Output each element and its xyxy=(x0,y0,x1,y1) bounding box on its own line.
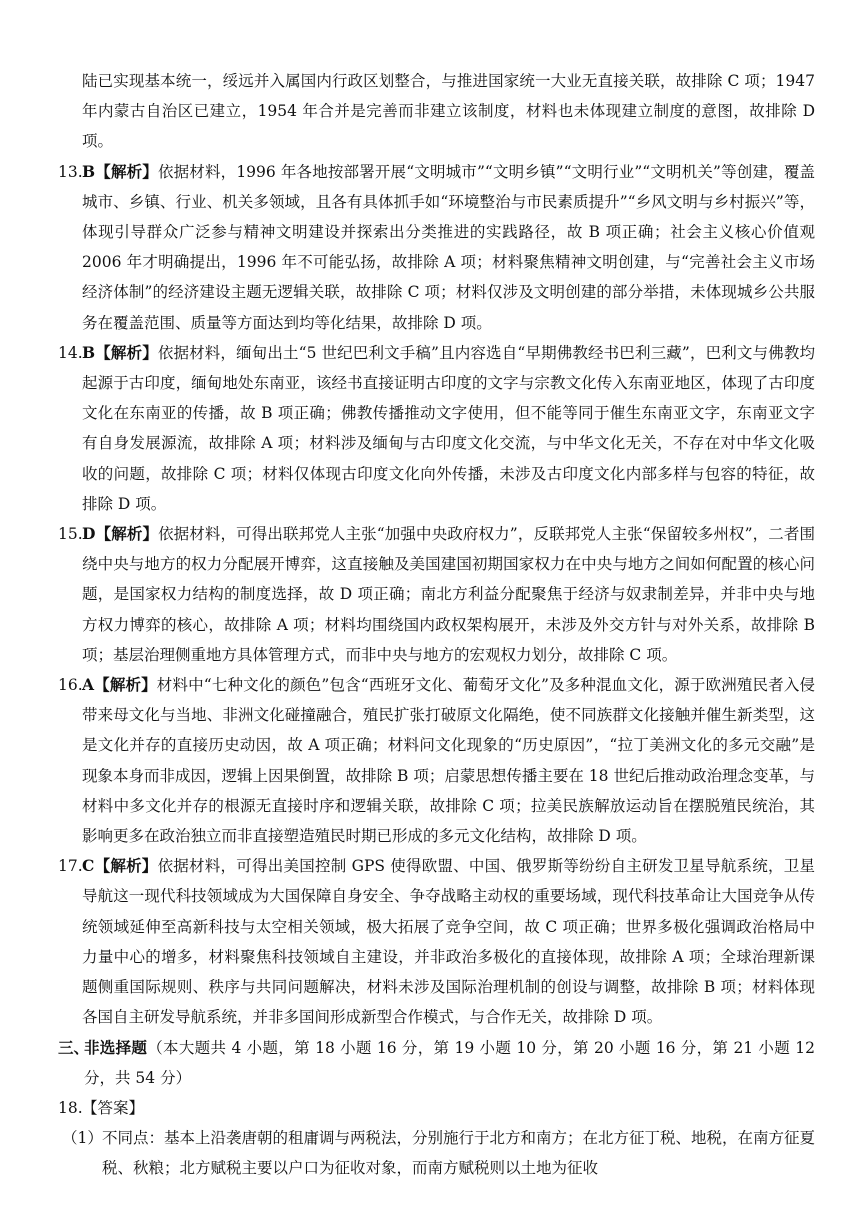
answer-letter: B xyxy=(82,342,96,362)
list-item xyxy=(60,670,815,851)
list-item xyxy=(60,157,815,338)
section-note: （本大题共 4 小题，第 18 小题 16 分，第 19 小题 10 分，第 20 小题 16 分，第 21 小题 12 分，共 54 分） xyxy=(84,1038,815,1087)
analysis-list xyxy=(60,157,815,1033)
list-item xyxy=(60,519,815,670)
answer-letter: B xyxy=(82,161,96,181)
section-heading xyxy=(60,1033,815,1093)
analysis-tag: 【解析】 xyxy=(94,856,158,876)
question-number: 15. xyxy=(58,525,83,544)
sub-answer xyxy=(60,1123,815,1183)
section-title: 非选择题 xyxy=(84,1037,148,1057)
analysis-text: 依据材料，1996 年各地按部署开展“文明城市”“文明乡镇”“文明行业”“文明机关”等创建，覆盖城市、乡镇、行业、机关多领域，且各有具体抓手如“环境整治与市民素质提升”“乡风文明与乡村振兴”等，体现引导群众广泛参与精神文明建设并探索出分类推进的实践路径，故 B 项正确；社会主义核心价值观 2006 年才明确提出，1996 年不可能弘扬，故排除 A 项；材料聚焦精神文明创建，与“完善社会主义市场经济体制”的经济建设主题无逻辑关联，故排除 C 项；材料仅涉及文明创建的部分举措，未体现城乡公共服务在覆盖范围、质量等方面达到均等化结果，故排除 D 项。 xyxy=(82,162,815,332)
analysis-tag: 【解析】 xyxy=(94,675,157,695)
sub-answer-text: 不同点：基本上沿袭唐朝的租庸调与两税法，分别施行于北方和南方；在北方征丁税、地税，在南方征夏税、秋粮；北方赋税主要以户口为征收对象，而南方赋税则以土地为征收 xyxy=(102,1129,816,1178)
analysis-tag: 【解析】 xyxy=(95,524,159,544)
question-number: 14. xyxy=(58,343,83,362)
analysis-tag: 【解析】 xyxy=(95,161,158,181)
list-item xyxy=(60,338,815,519)
question-number: 18. xyxy=(58,1098,83,1117)
answer-letter: C xyxy=(82,856,95,876)
analysis-text: 材料中“七种文化的颜色”包含“西班牙文化、葡萄牙文化”及多种混血文化，源于欧洲殖民者入侵带来母文化与当地、非洲文化碰撞融合，殖民扩张打破原文化隔绝，使不同族群文化接触并催生新类型，这是文化并存的直接历史动因，故 A 项正确；材料问文化现象的“历史原因”，“拉丁美洲文化的多元交融”是现象本身而非成因，逻辑上因果倒置，故排除 B 项；启蒙思想传播主要在 18 世纪后推动政治理念变革，与材料中多文化并存的根源无直接时序和逻辑关联，故排除 C 项；拉美民族解放运动旨在摆脱殖民统治，其影响更多在政治独立而非直接塑造殖民时期已形成的多元文化结构，故排除 D 项。 xyxy=(82,676,815,846)
intro-continuation: 陆已实现基本统一，绥远并入属国内行政区划整合，与推进国家统一大业无直接关联，故排除 C 项；1947 年内蒙古自治区已建立，1954 年合并是完善而非建立该制度，材料也未体现建立制度的意图，故排除 D 项。 xyxy=(82,72,815,151)
answer-letter: D xyxy=(82,524,96,544)
answer-label: 【答案】 xyxy=(82,1098,145,1117)
analysis-text: 依据材料，可得出美国控制 GPS 使得欧盟、中国、俄罗斯等纷纷自主研发卫星导航系统，卫星导航这一现代科技领域成为大国保障自身安全、争夺战略主动权的重要场域，现代科技革命让大国竞争从传统领域延伸至高新科技与太空相关领域，极大拓展了竞争空间，故 C 项正确；世界多极化强调政治格局中力量中心的增多，材料聚焦科技领域自主建设，并非政治多极化的直接体现，故排除 A 项；全球治理新课题侧重国际规则、秩序与共同问题解决，材料未涉及国际治理机制的创设与调整，故排除 B 项；材料体现各国自主研发导航系统，并非多国间形成新型合作模式，与合作无关，故排除 D 项。 xyxy=(82,857,815,1027)
question-number: 17. xyxy=(58,857,83,876)
question-number: 16. xyxy=(58,676,83,695)
list-item xyxy=(60,851,815,1032)
question-number: 13. xyxy=(58,162,83,181)
sub-answer-number: （1） xyxy=(62,1129,103,1148)
analysis-text: 依据材料，可得出联邦党人主张“加强中央政府权力”，反联邦党人主张“保留较多州权”，二者围绕中央与地方的权力分配展开博弈，这直接触及美国建国初期国家权力在中央与地方之间如何配置的核心问题，是国家权力结构的制度选择，故 D 项正确；南北方利益分配聚焦于经济与奴隶制差异，并非中央与地方权力博弈的核心，故排除 A 项；材料均围绕国内政权架构展开，未涉及外交方针与对外关系，故排除 B 项；基层治理侧重地方具体管理方式，而非中央与地方的宏观权力划分，故排除 C 项。 xyxy=(82,525,815,664)
answer-letter: A xyxy=(82,675,95,695)
analysis-tag: 【解析】 xyxy=(95,342,158,362)
section-number: 三、 xyxy=(58,1037,90,1057)
answer-header xyxy=(60,1093,815,1123)
analysis-text: 依据材料，缅甸出土“5 世纪巴利文手稿”且内容选自“早期佛教经书巴利三藏”，巴利文与佛教均起源于古印度，缅甸地处东南亚，该经书直接证明古印度的文字与宗教文化传入东南亚地区，体现了古印度文化在东南亚的传播，故 B 项正确；佛教传播推动文字使用，但不能等同于催生东南亚文字，东南亚文字有自身发展源流，故排除 A 项；材料涉及缅甸与古印度文化交流，与中华文化无关，不存在对中华文化吸收的问题，故排除 C 项；材料仅体现古印度文化向外传播，未涉及古印度文化内部多样与包容的特征，故排除 D 项。 xyxy=(82,343,815,513)
